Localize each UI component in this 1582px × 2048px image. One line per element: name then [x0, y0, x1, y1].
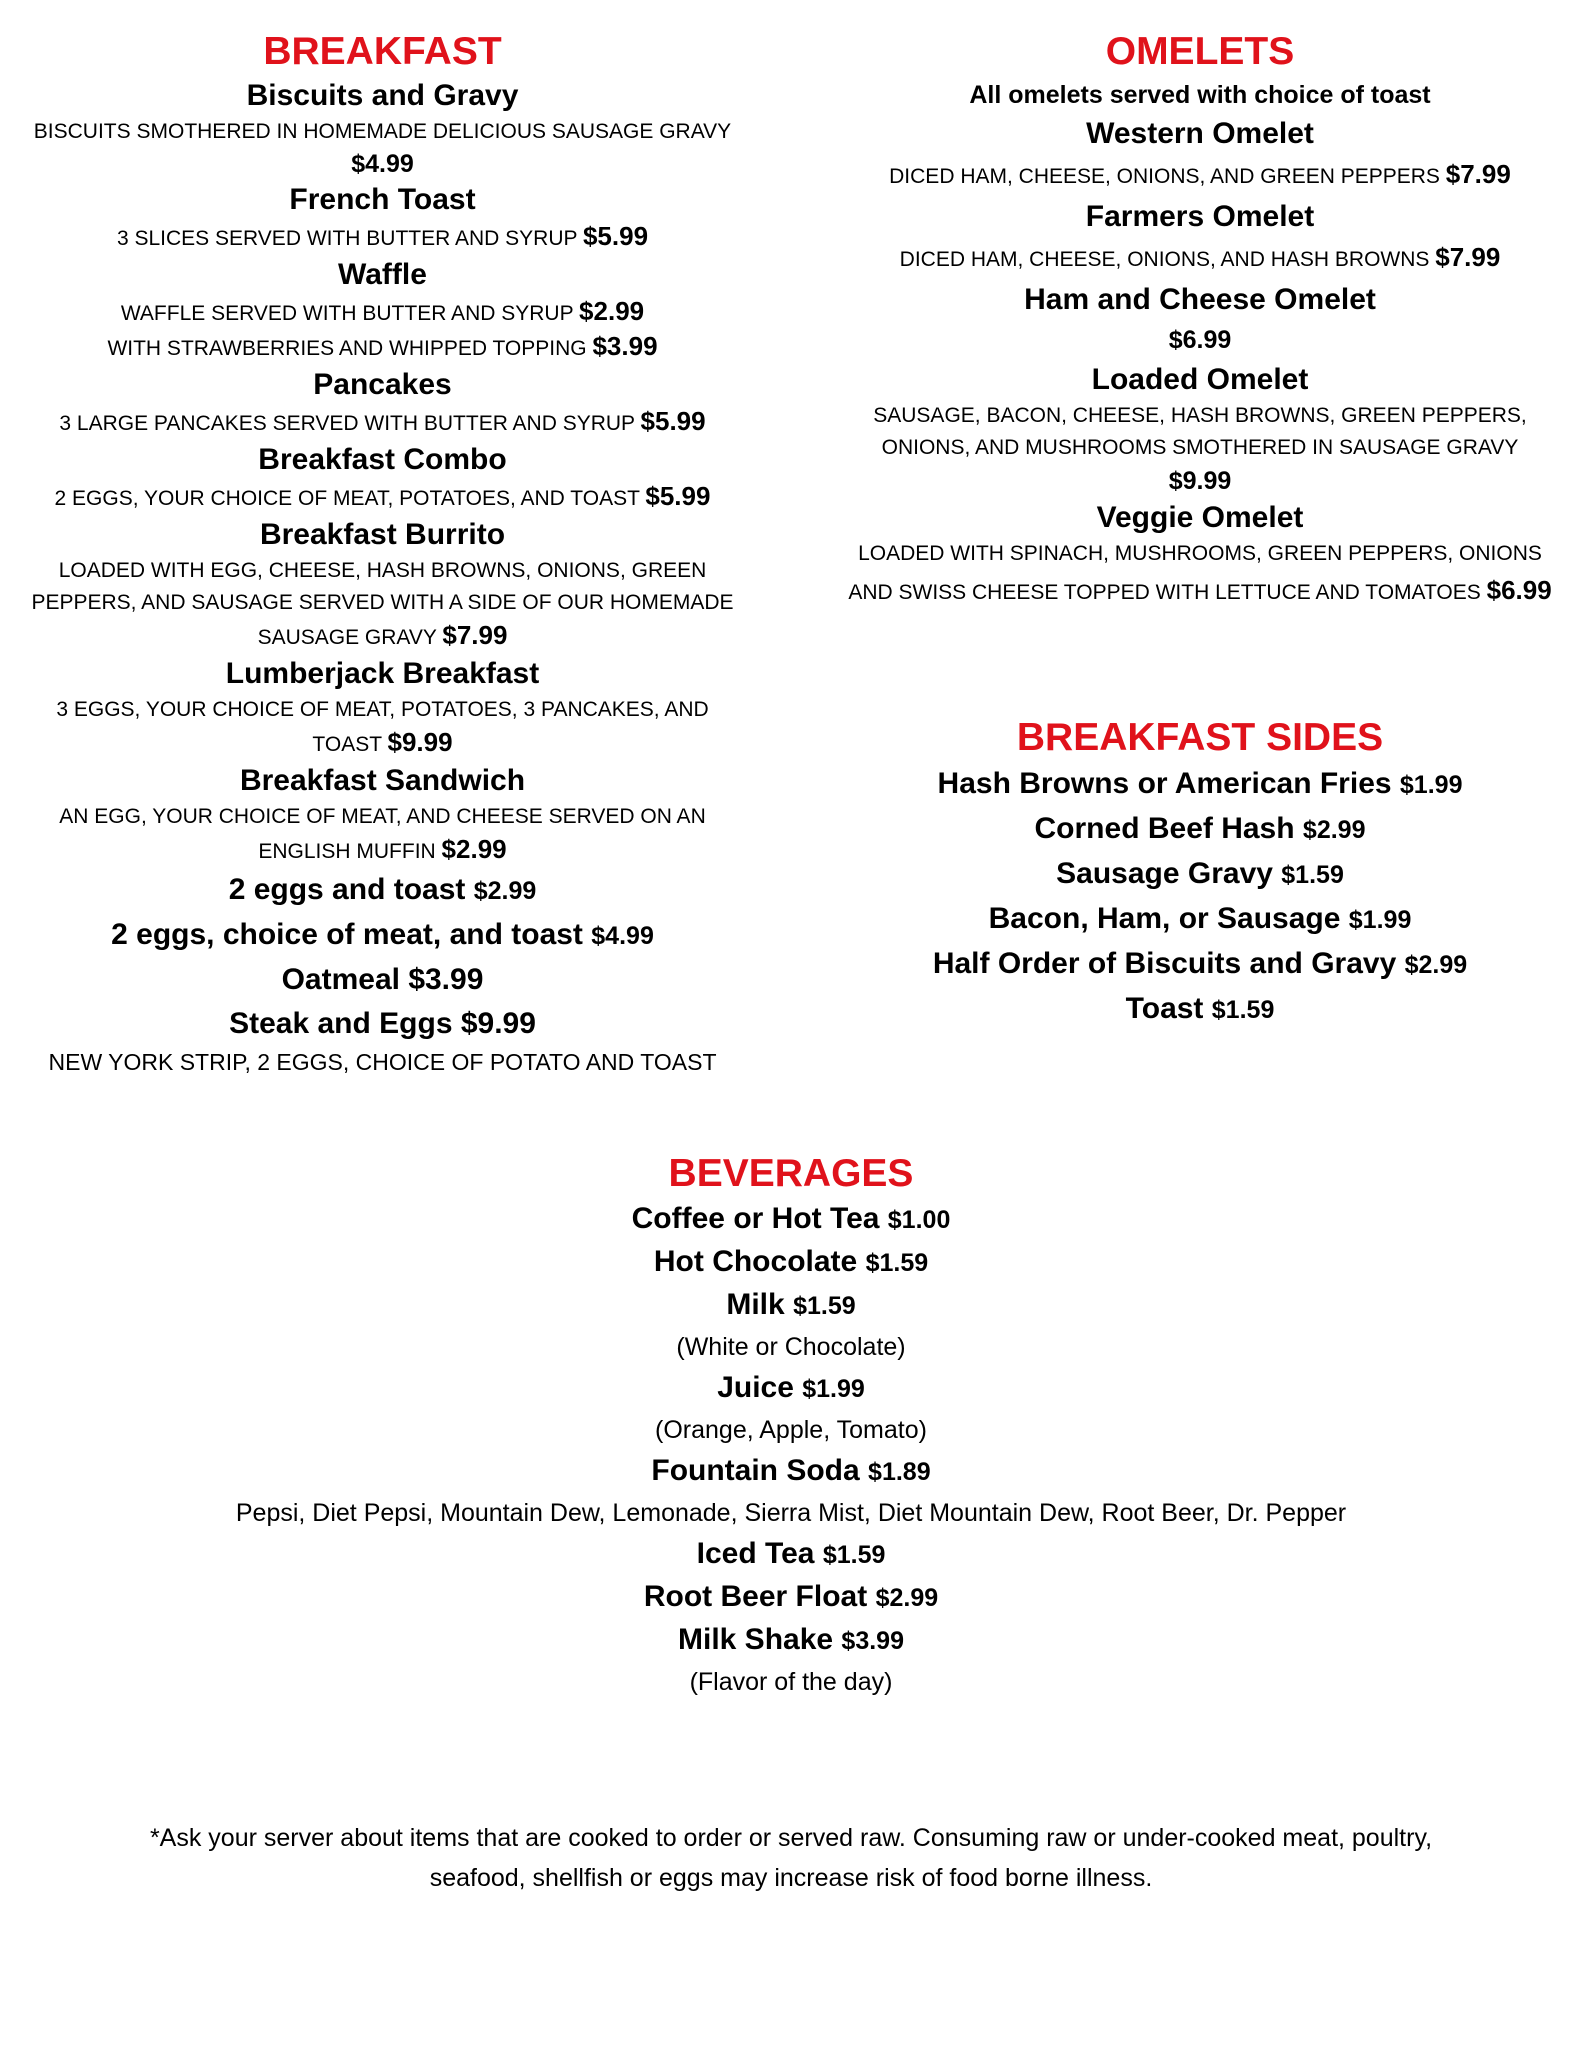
item-name: Sausage Gravy: [1056, 857, 1273, 890]
item-price: $2.99: [473, 877, 537, 905]
menu-item-pancakes: [20, 365, 745, 440]
item-price: $4.99: [591, 922, 654, 950]
menu-item-2-eggs-meat-toast: [20, 913, 745, 958]
item-name: Toast: [1125, 992, 1204, 1025]
item-desc: ONIONS, AND MUSHROOMS SMOTHERED IN SAUSAGE GRAVY: [881, 436, 1519, 459]
item-name: Bacon, Ham, or Sausage: [988, 902, 1341, 935]
item-desc: DICED HAM, CHEESE, ONIONS, AND GREEN PEPPERS: [889, 165, 1440, 188]
disclaimer-line-1: *Ask your server about items that are cooked to order or served raw. Consuming raw or under-cooked meat, poultry,: [149, 1824, 1433, 1852]
item-price: $6.99: [1486, 575, 1552, 605]
item-desc: WAFFLE SERVED WITH BUTTER AND SYRUP: [120, 302, 574, 325]
menu-item-farmers-omelet: [830, 197, 1570, 280]
item-desc: 3 SLICES SERVED WITH BUTTER AND SYRUP: [116, 227, 578, 250]
beverage-item: [0, 1450, 1582, 1493]
item-price: $7.99: [442, 620, 508, 650]
item-name: Biscuits and Gravy: [246, 79, 519, 112]
beverage-item: [0, 1367, 1582, 1410]
beverage-item: [0, 1576, 1582, 1619]
item-name: Veggie Omelet: [1096, 501, 1304, 534]
menu-item-2-eggs-and-toast: [20, 868, 745, 913]
menu-item-oatmeal: Oatmeal $3.99: [281, 963, 484, 996]
beverage-note: Pepsi, Diet Pepsi, Mountain Dew, Lemonade, Sierra Mist, Diet Mountain Dew, Root Beer, Dr. Pepper: [235, 1499, 1347, 1527]
item-name: Farmers Omelet: [1085, 200, 1315, 233]
item-price: $1.99: [1348, 906, 1412, 934]
item-name: Half Order of Biscuits and Gravy: [932, 947, 1397, 980]
item-price: $4.99: [351, 150, 414, 178]
item-name: Iced Tea: [696, 1537, 815, 1570]
item-name: Breakfast Sandwich: [239, 764, 526, 797]
item-desc: TOAST: [312, 733, 382, 756]
side-item: [830, 852, 1570, 897]
item-desc: SAUSAGE, BACON, CHEESE, HASH BROWNS, GREEN PEPPERS,: [873, 404, 1527, 427]
menu-item-loaded-omelet: [830, 360, 1570, 498]
item-price: $1.00: [887, 1206, 951, 1234]
item-price: $2.99: [1404, 951, 1468, 979]
side-item: [830, 762, 1570, 807]
item-price: $9.99: [1168, 467, 1232, 495]
beverage-item: [0, 1533, 1582, 1576]
item-price: $3.99: [841, 1627, 904, 1655]
item-desc: LOADED WITH EGG, CHEESE, HASH BROWNS, ONIONS, GREEN: [58, 559, 707, 582]
item-price: $2.99: [441, 834, 507, 864]
item-name: Milk Shake: [678, 1623, 834, 1656]
side-item: [830, 897, 1570, 942]
item-price: $1.99: [802, 1375, 865, 1403]
item-price: $7.99: [1435, 242, 1501, 272]
item-name: Coffee or Hot Tea: [631, 1202, 880, 1235]
menu-item-ham-and-cheese-omelet: [830, 280, 1570, 360]
item-price: $5.99: [582, 221, 649, 251]
beverage-item: [0, 1241, 1582, 1284]
menu-item-biscuits-and-gravy: [20, 76, 745, 180]
item-desc-2: WITH STRAWBERRIES AND WHIPPED TOPPING: [107, 337, 587, 360]
item-name: Ham and Cheese Omelet: [1024, 283, 1376, 316]
breakfast-sides-section: [830, 714, 1570, 1032]
disclaimer-line-2: seafood, shellfish or eggs may increase risk of food borne illness.: [429, 1864, 1153, 1892]
item-desc: AND SWISS CHEESE TOPPED WITH LETTUCE AND TOMATOES: [848, 581, 1481, 604]
item-price: $5.99: [640, 406, 706, 436]
item-price: $7.99: [1445, 159, 1511, 189]
item-desc: LOADED WITH SPINACH, MUSHROOMS, GREEN PEPPERS, ONIONS: [858, 542, 1542, 565]
item-name: Waffle: [338, 258, 427, 291]
item-price: $1.59: [1281, 861, 1344, 889]
item-name: Milk: [726, 1288, 785, 1321]
beverages-section: [0, 1150, 1582, 1702]
menu-item-french-toast: [20, 180, 745, 255]
food-safety-disclaimer: [40, 1818, 1542, 1898]
menu-item-breakfast-burrito: [20, 515, 745, 654]
item-desc: ENGLISH MUFFIN: [258, 840, 436, 863]
menu-item-western-omelet: [830, 114, 1570, 197]
item-name: Loaded Omelet: [1091, 363, 1309, 396]
item-price: $1.59: [793, 1292, 856, 1320]
item-name: Pancakes: [313, 368, 452, 401]
item-name: Corned Beef Hash: [1034, 812, 1295, 845]
steak-and-eggs-desc: NEW YORK STRIP, 2 EGGS, CHOICE OF POTATO AND TOAST: [48, 1049, 717, 1075]
item-price: $5.99: [645, 481, 711, 511]
beverages-title: BEVERAGES: [668, 1152, 914, 1195]
omelets-subtitle: All omelets served with choice of toast: [969, 81, 1431, 109]
item-name: French Toast: [289, 183, 476, 216]
item-name: Juice: [717, 1371, 794, 1404]
sides-title: BREAKFAST SIDES: [1016, 716, 1384, 759]
item-name: Hash Browns or American Fries: [937, 767, 1392, 800]
item-price: $1.59: [1211, 996, 1275, 1024]
item-price: $2.99: [1302, 816, 1366, 844]
item-desc: 3 LARGE PANCAKES SERVED WITH BUTTER AND SYRUP: [59, 412, 635, 435]
item-price: $6.99: [1168, 326, 1232, 354]
side-item: [830, 807, 1570, 852]
item-name: Breakfast Combo: [258, 443, 507, 476]
item-price: $1.59: [822, 1541, 886, 1569]
item-name: Fountain Soda: [651, 1454, 860, 1487]
item-price: $1.89: [868, 1458, 931, 1486]
breakfast-section: [20, 28, 745, 1078]
menu-item-breakfast-combo: [20, 440, 745, 515]
item-desc: BISCUITS SMOTHERED IN HOMEMADE DELICIOUS SAUSAGE GRAVY: [33, 120, 732, 143]
menu-item-breakfast-sandwich: [20, 761, 745, 868]
menu-item-waffle: [20, 255, 745, 365]
beverage-note: (White or Chocolate): [676, 1333, 906, 1361]
item-price: $2.99: [875, 1584, 939, 1612]
side-item: [830, 987, 1570, 1032]
item-name: Western Omelet: [1086, 117, 1314, 150]
item-price: $1.59: [865, 1249, 929, 1277]
item-desc: AN EGG, YOUR CHOICE OF MEAT, AND CHEESE SERVED ON AN: [59, 805, 706, 828]
item-desc: 2 EGGS, YOUR CHOICE OF MEAT, POTATOES, AND TOAST: [54, 487, 640, 510]
item-desc: SAUSAGE GRAVY: [257, 626, 437, 649]
item-name: 2 eggs and toast: [228, 873, 466, 906]
beverage-note: (Flavor of the day): [689, 1668, 893, 1696]
item-name: Lumberjack Breakfast: [225, 657, 540, 690]
breakfast-title: BREAKFAST: [263, 30, 502, 73]
item-price: $9.99: [387, 727, 453, 757]
item-desc: DICED HAM, CHEESE, ONIONS, AND HASH BROWNS: [899, 248, 1430, 271]
item-desc: PEPPERS, AND SAUSAGE SERVED WITH A SIDE OF OUR HOMEMADE: [31, 591, 734, 614]
omelets-section: [830, 28, 1570, 613]
menu-item-lumberjack-breakfast: [20, 654, 745, 761]
item-name: Hot Chocolate: [653, 1245, 858, 1278]
omelets-title: OMELETS: [1105, 30, 1295, 73]
item-desc: 3 EGGS, YOUR CHOICE OF MEAT, POTATOES, 3 PANCAKES, AND: [56, 698, 709, 721]
menu-item-veggie-omelet: [830, 498, 1570, 613]
beverage-item: [0, 1619, 1582, 1662]
item-price: $1.99: [1399, 771, 1463, 799]
side-item: [830, 942, 1570, 987]
item-price: $2.99: [579, 296, 645, 326]
item-name: Breakfast Burrito: [259, 518, 506, 551]
item-price-2: $3.99: [592, 331, 658, 361]
beverage-note: (Orange, Apple, Tomato): [655, 1416, 927, 1444]
item-name: Root Beer Float: [643, 1580, 868, 1613]
beverage-item: [0, 1198, 1582, 1241]
beverage-item: [0, 1284, 1582, 1327]
menu-item-steak-and-eggs: Steak and Eggs $9.99: [229, 1007, 536, 1040]
item-name: 2 eggs, choice of meat, and toast: [111, 918, 583, 951]
